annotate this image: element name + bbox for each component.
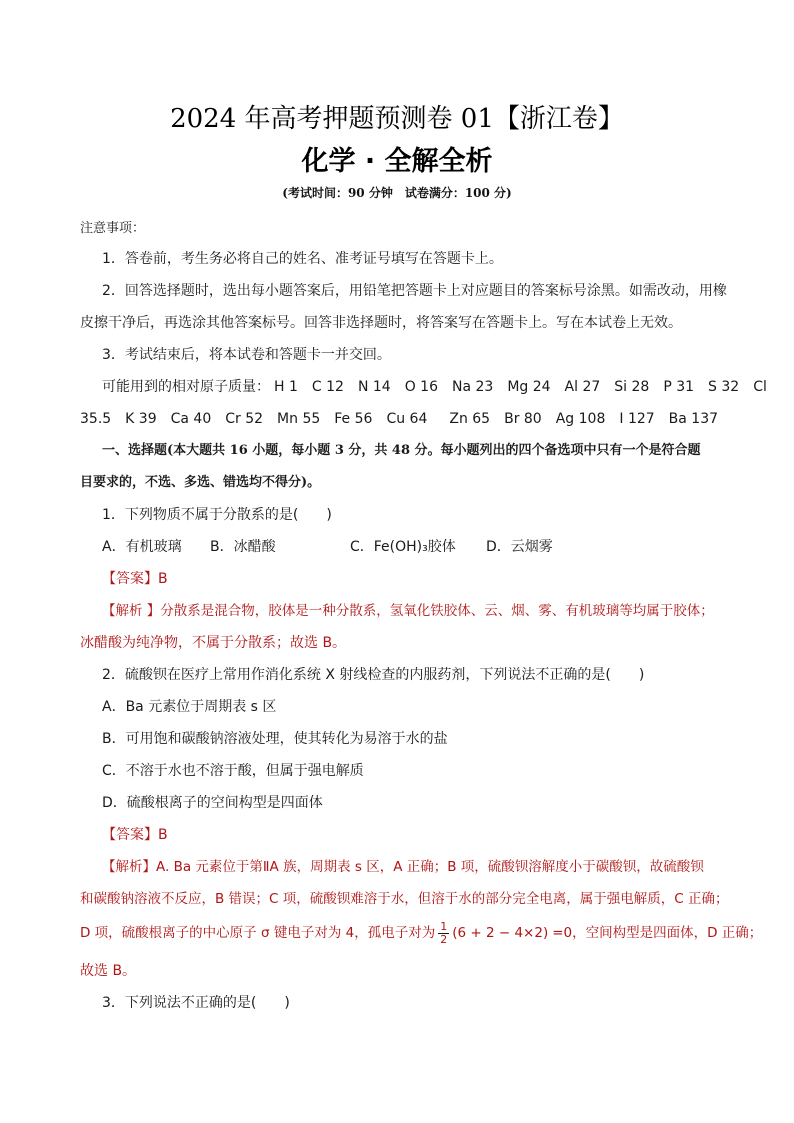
question-2-option-a: A．Ba 元素位于周期表 s 区: [102, 699, 277, 715]
question-1-stem: 1．下列物质不属于分散系的是( ): [102, 507, 332, 523]
atomic-mass-item: Cr 52: [225, 411, 264, 427]
notice-item-1: 1．答卷前，考生务必将自己的姓名、准考证号填写在答题卡上。: [102, 251, 503, 267]
question-2-option-c: C．不溶于水也不溶于酸，但属于强电解质: [102, 763, 364, 779]
notice-heading: 注意事项：: [80, 221, 146, 236]
atomic-mass-row-1: [102, 377, 767, 397]
question-2-option-d: D．硫酸根离子的空间构型是四面体: [102, 795, 323, 811]
fraction-one-half: [438, 921, 449, 946]
atomic-mass-item: S 32: [708, 379, 740, 395]
atomic-mass-item: Ba 137: [668, 411, 719, 427]
question-2-analysis-line-2: 和碳酸钠溶液不反应，B 错误；C 项，硫酸钡难溶于水，但溶于水的部分完全电离，属于强电解质，C 正确；: [80, 891, 729, 907]
analysis-text-post: =0，空间构型是四面体，D 正确；: [552, 925, 763, 941]
question-2-analysis-line-4: 故选 B。: [80, 963, 137, 979]
atomic-mass-item: Ag 108: [555, 411, 606, 427]
question-1-analysis-line-2: 冰醋酸为纯净物，不属于分散系；故选 B。: [80, 635, 347, 651]
question-2-stem: 2．硫酸钡在医疗上常用作消化系统 X 射线检查的内服药剂，下列说法不正确的是( ): [102, 667, 645, 683]
atomic-mass-item: Ca 40: [170, 411, 212, 427]
atomic-mass-item: H 1: [274, 379, 298, 395]
atomic-mass-row-2: [80, 409, 720, 429]
question-2-analysis-line-1: 【解析】A. Ba 元素位于第ⅡA 族，周期表 s 区，A 正确；B 项，硫酸钡溶解度小于碳酸钡，故硫酸钡: [102, 859, 704, 875]
analysis-expression: (6 + 2 − 4×2): [452, 925, 549, 941]
atomic-mass-item: O 16: [404, 379, 438, 395]
notice-item-2-line-2: 皮擦干净后，再选涂其他答案标号。回答非选择题时，将答案写在答题卡上。写在本试卷上无效。: [80, 315, 682, 331]
section-1-heading-line-1: 一、选择题(本大题共 16 小题，每小题 3 分，共 48 分。每小题列出的四个备选项中只有一个是符合题: [102, 443, 701, 458]
question-2-option-b: B．可用饱和碳酸钠溶液处理，使其转化为易溶于水的盐: [102, 731, 448, 747]
question-1-options: [102, 537, 720, 557]
fraction-numerator: 1: [440, 919, 448, 933]
atomic-mass-item: Zn 65: [449, 411, 491, 427]
notice-item-3: 3．考试结束后，将本试卷和答题卡一并交回。: [102, 347, 391, 363]
option-d: D．云烟雾: [486, 539, 553, 555]
atomic-mass-item: Al 27: [564, 379, 601, 395]
atomic-mass-item: Fe 56: [334, 411, 373, 427]
atomic-mass-item: Br 80: [504, 411, 542, 427]
atomic-mass-item: Si 28: [614, 379, 650, 395]
option-a: A．有机玻璃: [102, 539, 182, 555]
analysis-text-pre: D 项，硫酸根离子的中心原子 σ 键电子对为 4，孤电子对为: [80, 925, 436, 941]
question-2-analysis-line-3: [80, 917, 763, 949]
question-3-stem: 3．下列说法不正确的是( ): [102, 995, 290, 1011]
atomic-mass-item: Mn 55: [277, 411, 321, 427]
atomic-mass-item: C 12: [311, 379, 344, 395]
exam-subtitle: 化学 · 全解全析: [301, 146, 493, 177]
atomic-mass-item: K 39: [125, 411, 157, 427]
atomic-mass-item: P 31: [663, 379, 695, 395]
option-b: B．冰醋酸: [210, 539, 276, 555]
atomic-mass-item: I 127: [619, 411, 655, 427]
option-c: C．Fe(OH)₃胶体: [350, 539, 456, 555]
notice-item-2-line-1: 2．回答选择题时，选出每小题答案后，用铅笔把答题卡上对应题目的答案标号涂黑。如需改动，用橡: [102, 283, 727, 299]
atomic-mass-item: N 14: [357, 379, 391, 395]
fraction-denominator: 2: [440, 932, 448, 946]
question-1-answer: 【答案】B: [102, 571, 168, 587]
exam-title: 2024 年高考押题预测卷 01【浙江卷】: [170, 104, 624, 134]
atomic-mass-item: Na 23: [451, 379, 494, 395]
atomic-mass-item: 35.5: [80, 411, 112, 427]
atomic-mass-item: Cu 64: [386, 411, 428, 427]
question-2-answer: 【答案】B: [102, 827, 168, 843]
section-1-heading-line-2: 目要求的，不选、多选、错选均不得分)。: [80, 475, 321, 490]
atomic-mass-item: Mg 24: [507, 379, 551, 395]
atomic-mass-item: Cl: [753, 379, 767, 395]
atomic-mass-prefix: 可能用到的相对原子质量：: [102, 379, 270, 395]
question-1-analysis-line-1: 【解析 】分散系是混合物，胶体是一种分散系，氢氧化铁胶体、云、烟、雾、有机玻璃等均属于胶体；: [102, 603, 714, 619]
exam-info: (考试时间：90 分钟 试卷满分：100 分): [282, 186, 512, 200]
